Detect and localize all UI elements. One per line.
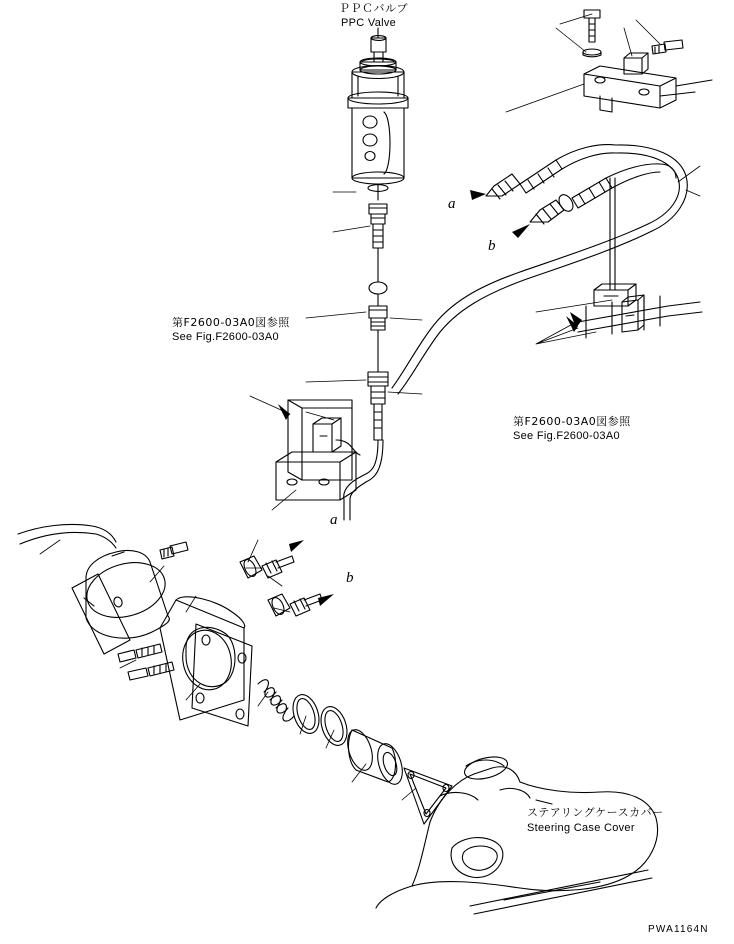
callout-b-lower: b	[346, 570, 354, 586]
long-tube	[392, 224, 652, 394]
lower-motor-body	[18, 524, 188, 680]
callout-a-upper: a	[448, 196, 456, 212]
ppc-valve-assembly	[348, 28, 408, 184]
label-ppc-valve-jp: ＰＰＣバルブ	[339, 2, 408, 15]
spring-orings-sleeve	[258, 680, 452, 824]
callout-a-lower: a	[330, 512, 338, 528]
label-see-fig-left-jp: 第F2600-03A0図参照	[172, 316, 290, 329]
label-see-fig-right-jp: 第F2600-03A0図参照	[513, 415, 631, 428]
center-hose-column	[344, 184, 388, 520]
leader-lines	[40, 14, 700, 800]
steering-valve-housing	[160, 556, 322, 726]
label-ppc-valve-en: PPC Valve	[341, 17, 397, 29]
hose-fitting-b	[530, 145, 687, 231]
upper-right-bracket	[583, 10, 712, 112]
label-see-fig-left-en: See Fig.F2600-03A0	[172, 331, 279, 343]
drawing-number: PWA1164N	[648, 924, 709, 935]
arrowheads	[278, 190, 582, 606]
label-steering-case-cover-jp: ステアリングケースカバー	[527, 806, 664, 819]
hose-fitting-a	[486, 145, 616, 199]
callout-b-upper: b	[488, 238, 496, 254]
label-steering-case-cover-en: Steering Case Cover	[527, 822, 635, 834]
label-see-fig-right-en: See Fig.F2600-03A0	[513, 430, 620, 442]
